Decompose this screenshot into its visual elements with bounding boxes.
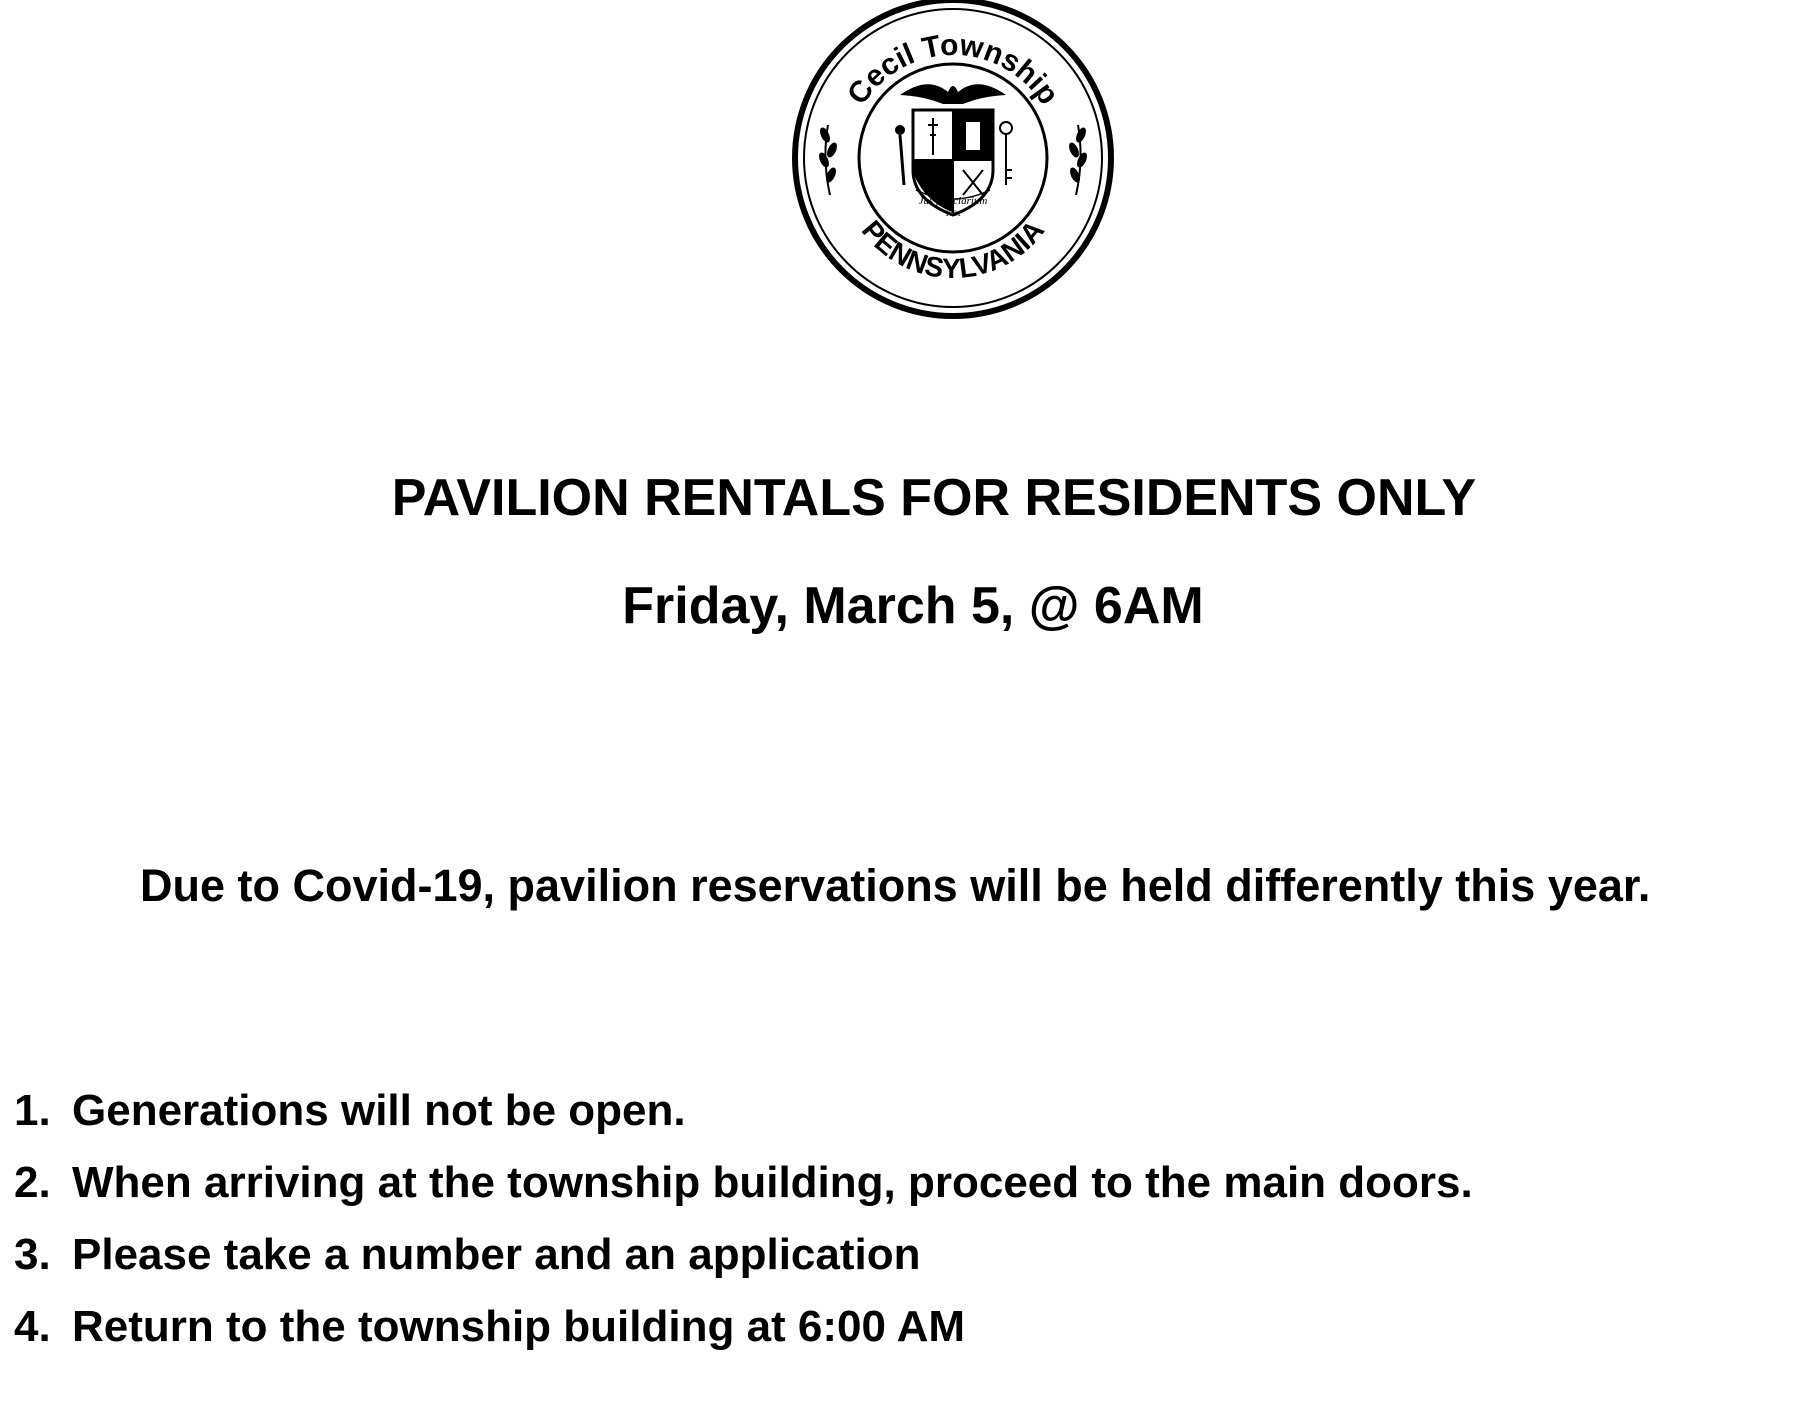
step-number: 2. <box>14 1158 51 1207</box>
step-number: 4. <box>14 1302 51 1351</box>
step-number: 3. <box>14 1230 51 1279</box>
list-item <box>14 1147 1473 1219</box>
step-text: Please take a number and an application <box>72 1230 921 1279</box>
step-number: 1. <box>14 1086 51 1135</box>
list-item <box>14 1291 1473 1363</box>
list-item <box>14 1219 1473 1291</box>
svg-text:Cecil Township: Cecil Township <box>841 28 1065 111</box>
instruction-list <box>14 1075 1473 1363</box>
svg-text:1781: 1781 <box>945 209 961 218</box>
svg-text:Jus fiduciarium: Jus fiduciarium <box>918 195 988 207</box>
step-text: Return to the township building at 6:00 AM <box>72 1302 965 1351</box>
notice-title: PAVILION RENTALS FOR RESIDENTS ONLY <box>391 469 1477 527</box>
covid-note: Due to Covid-19, pavilion reservations will be held differently this year. <box>140 860 1651 911</box>
event-date: Friday, March 5, @ 6AM <box>622 577 1204 635</box>
list-item <box>14 1075 1473 1147</box>
step-text: Generations will not be open. <box>72 1086 686 1135</box>
township-seal-logo <box>788 0 1118 320</box>
svg-text:PENNSYLVANIA: PENNSYLVANIA <box>855 214 1051 285</box>
step-text: When arriving at the township building, proceed to the main doors. <box>72 1158 1473 1207</box>
